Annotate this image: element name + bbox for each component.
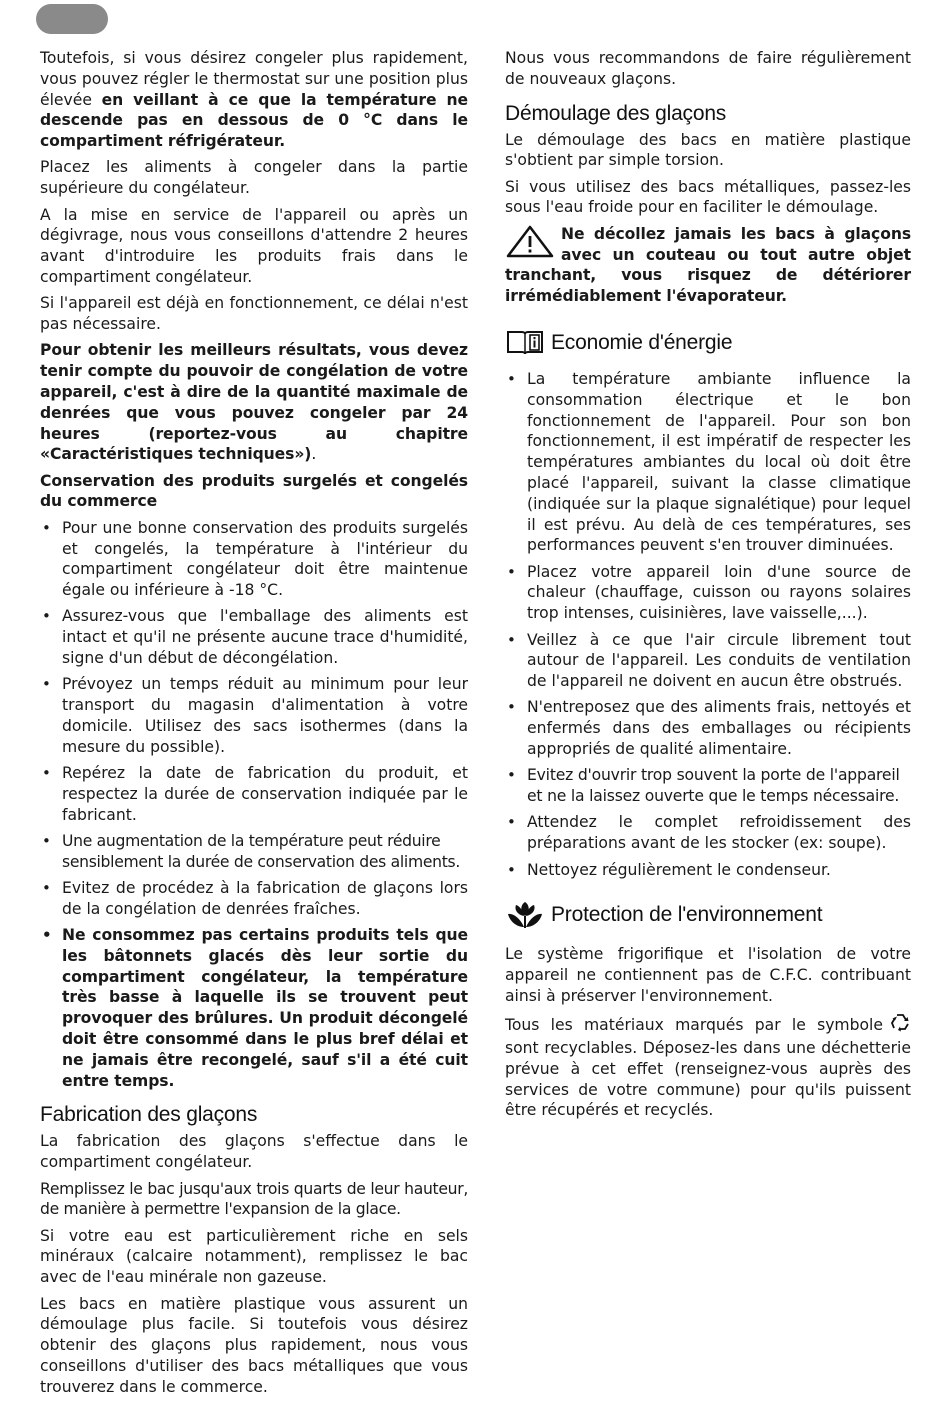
flower-leaf-icon — [505, 896, 551, 934]
fabrication-paragraph-3: Si votre eau est particulièrement riche en sels minéraux (calcaire notamment), remplissez le bac avec de l'eau minérale non gazeuse. — [40, 1226, 468, 1287]
conservation-list — [40, 518, 468, 1092]
list-item: • Evitez d'ouvrir trop souvent la porte de l'appareil et ne la laissez ouverte que le temps nécessaire. — [505, 765, 911, 807]
book-info-icon — [505, 327, 551, 359]
left-column — [40, 48, 468, 1403]
list-item: • Nettoyez régulièrement le condenseur. — [505, 860, 911, 881]
demoulage-paragraph-2: Si vous utilisez des bacs métalliques, passez-les sous l'eau froide pour en faciliter le démoulage. — [505, 177, 911, 217]
list-item: • La température ambiante influence la consommation électrique et le bon fonctionnement de l'appareil. Pour son bon fonctionnement, il est impératif de respecter les températures ambiantes du local où doit être placé l'appareil, suivant la classe climatique (indiquée sur la plaque signalétique) pour lequel il est prévu. Au delà de ces températures, ses performances peuvent s'en trouver diminuées. — [505, 369, 911, 556]
warning-triangle-icon — [505, 224, 555, 262]
list-item-warning: • Ne consommez pas certains produits tels que les bâtonnets glacés dès leur sortie du compartiment congélateur, la température très basse à laquelle ils se trouvent peut provoquer des brûlures. Un produit décongelé doit être consommé dans le plus bref délai et ne jamais être recongelé, sauf s'il a été cuit entre temps. — [40, 925, 468, 1091]
list-item: • Attendez le complet refroidissement des préparations avant de les stocker (ex: soupe). — [505, 812, 911, 854]
list-item: • Assurez-vous que l'emballage des aliments est intact et qu'il ne présente aucune trace d'humidité, signe d'un début de décongélation. — [40, 606, 468, 668]
list-item: • Prévoyez un temps réduit au minimum pour leur transport du magasin d'alimentation à votre domicile. Utilisez des sacs isothermes (dans la mesure du possible). — [40, 674, 468, 757]
list-item: • Veillez à ce que l'air circule librement tout autour de l'appareil. Les conduits de ventilation de l'appareil ne doivent en aucun être obstrués. — [505, 630, 911, 692]
fabrication-heading: Fabrication des glaçons — [40, 1103, 258, 1127]
ice-intro-paragraph: Nous vous recommandons de faire régulièrement de nouveaux glaçons. — [505, 49, 911, 88]
list-item: • Une augmentation de la température peut réduire sensiblement la durée de conservation des aliments. — [40, 831, 468, 873]
economie-heading: Economie d'énergie — [551, 330, 733, 354]
list-item: • N'entreposez que des aliments frais, nettoyés et enfermés dans des emballages ou récipients appropriés de qualité alimentaire. — [505, 697, 911, 759]
economie-list — [505, 369, 911, 880]
protection-paragraph-1: Le système frigorifique et l'isolation de votre appareil ne contiennent pas de C.F.C. contribuant ainsi à préserver l'environnement. — [505, 945, 911, 1005]
protection-paragraph-2: Tous les matériaux marqués par le symbole sont recyclables. Déposez-les dans une déchetterie prévue à cet effet (renseignez-vous auprès des services de votre commune) pour qu'ils puissent être récupérés et recyclés. — [505, 1012, 911, 1121]
intro-paragraph-3: A la mise en service de l'appareil ou après un dégivrage, nous vous conseillons d'attendre 2 heures avant d'introduire les produits frais dans le compartiment congélateur. — [40, 205, 468, 286]
warning-block — [505, 224, 911, 307]
protection-heading: Protection de l'environnement — [551, 903, 823, 927]
warning-text: Ne décollez jamais les bacs à glaçons avec un couteau ou tout autre objet tranchant, vous risquez de détériorer irrémédiablement l'évaporateur. — [505, 224, 911, 306]
fabrication-paragraph-2: Remplissez le bac jusqu'aux trois quarts de leur hauteur, de manière à permettre l'expansion de la glace. — [40, 1179, 468, 1219]
right-column — [505, 48, 911, 1127]
conservation-heading: Conservation des produits surgelés et congelés du commerce — [40, 471, 468, 511]
list-item: • Repérez la date de fabrication du produit, et respectez la durée de conservation indiquée par le fabricant. — [40, 763, 468, 825]
page-tab-marker — [36, 4, 108, 34]
fabrication-paragraph-1: La fabrication des glaçons s'effectue dans le compartiment congélateur. — [40, 1132, 468, 1172]
recycle-icon — [889, 1012, 911, 1038]
list-item: • Evitez de procédez à la fabrication de glaçons lors de la congélation de denrées fraîches. — [40, 878, 468, 920]
intro-paragraph-4: Si l'appareil est déjà en fonctionnement, ce délai n'est pas nécessaire. — [40, 294, 468, 334]
intro-paragraph-2: Placez les aliments à congeler dans la partie supérieure du congélateur. — [40, 158, 468, 198]
intro-paragraph-1: Toutefois, si vous désirez congeler plus rapidement, vous pouvez régler le thermostat sur une position plus élevée en veillant à ce que la température ne descende pas en dessous de 0 °C dans le compartiment réfrigérateur. — [40, 49, 468, 151]
demoulage-paragraph-1: Le démoulage des bacs en matière plastique s'obtient par simple torsion. — [505, 130, 911, 170]
fabrication-paragraph-4: Les bacs en matière plastique vous assurent un démoulage plus facile. Si toutefois vous désirez obtenir des glaçons plus rapidement, nous vous conseillons d'utiliser des bacs métalliques que vous trouverez dans le commerce. — [40, 1294, 468, 1396]
demoulage-heading: Démoulage des glaçons — [505, 101, 727, 125]
economie-heading-row — [505, 327, 911, 359]
results-paragraph: Pour obtenir les meilleurs résultats, vous devez tenir compte du pouvoir de congélation de votre appareil, c'est à dire de la quantité maximale de denrées que vous pouvez congeler par 24 heures (reportez-vous au chapitre «Caractéristiques techniques»). — [40, 341, 468, 464]
protection-heading-row — [505, 896, 911, 934]
list-item: • Placez votre appareil loin d'une source de chaleur (chauffage, cuisson ou rayons solaires trop intenses, cuisinières, lave vaisselle,...). — [505, 562, 911, 624]
list-item: • Pour une bonne conservation des produits surgelés et congelés, la température à l'intérieur du compartiment congélateur doit être maintenue égale ou inférieure à -18 °C. — [40, 518, 468, 601]
